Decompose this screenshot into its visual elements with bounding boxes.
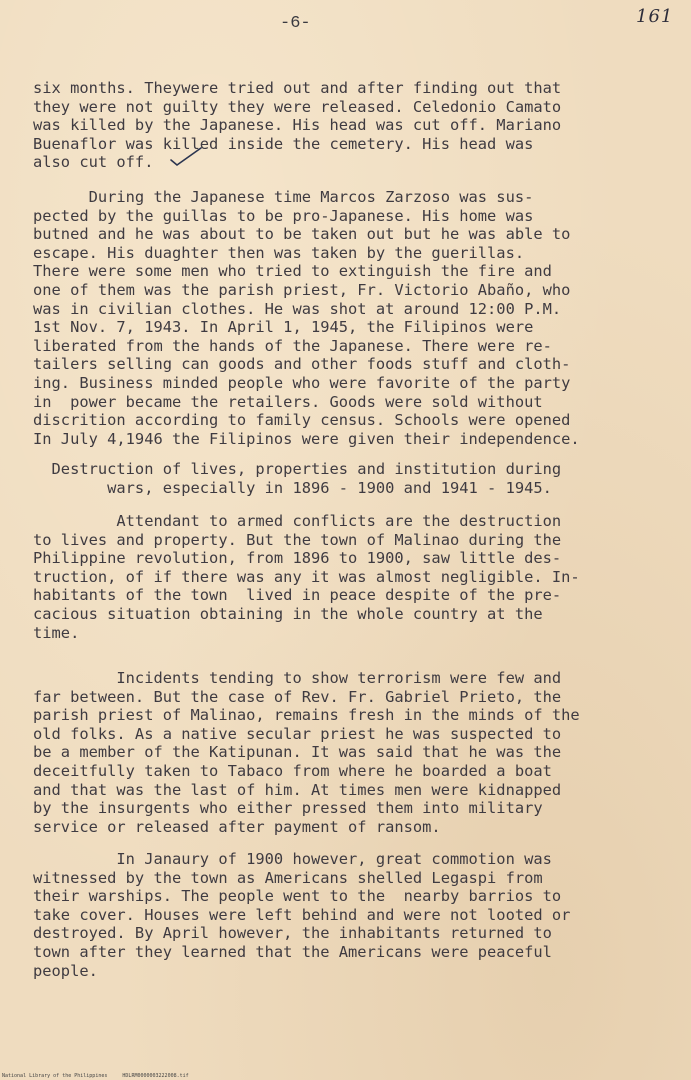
paragraph-4: Incidents tending to show terrorism were few and far between. But the case of Rev. Fr. Gabriel Prieto, the parish priest of Malinao, remains fresh in the minds of the old folks. As a native secular priest he was suspected to be a member of the Katipunan. It was said that he was the deceitfully taken to Tabaco from where he boarded a boat and that was the last of him. At times men were kidnapped by the insurgents who either pressed them into military service or released after payment of ransom. [33, 669, 580, 836]
paragraph-5: In Janaury of 1900 however, great commotion was witnessed by the town as Americans shelled Legaspi from their warships. The people went to the nearby barrios to take cover. Houses were left behind and were not looted or destroyed. By April however, the inhabitants returned to town after they learned that the Americans were peaceful people. [33, 850, 571, 980]
section-heading: Destruction of lives, properties and institution during wars, especially in 1896 - 1900 and 1941 - 1945. [51, 460, 562, 497]
paragraph-2: During the Japanese time Marcos Zarzoso was sus- pected by the guillas to be pro-Japanese. His home was butned and he was about to be taken out but he was able to escape. His duaghter then was taken by the guerillas. There were some men who tried to extinguish the fire and one of them was the parish priest, Fr. Victorio Abaño, who was in civilian clothes. He was shot at around 12:00 P.M. 1st Nov. 7, 1943. In April 1, 1945, the Filipinos were liberated from the hands of the Japanese. There were re- tailers selling can goods and other foods stuff and cloth- ing. Business minded people who were favorite of the party in power became the retailers. Goods were sold without discrition according to family census. Schools were opened In July 4,1946 the Filipinos were given their independence. [33, 188, 580, 448]
handwritten-page-number: 161 [636, 6, 674, 27]
archive-footer: National Library of the Philippines HDLRM0000003222008.tif [2, 1073, 189, 1079]
pen-check-mark-icon [168, 146, 204, 168]
page-number: -6- [280, 14, 311, 33]
paragraph-1: six months. Theywere tried out and after finding out that they were not guilty they were released. Celedonio Camato was killed by the Japanese. His head was cut off. Mariano Buenaflor was killed inside the cemetery. His head was also cut off. [33, 79, 562, 172]
paragraph-3: Attendant to armed conflicts are the destruction to lives and property. But the town of Malinao during the Philippine revolution, from 1896 to 1900, saw little des- truction, of if there was any it was almost negligible. In- habitants of the town lived in peace despite of the pre- cacious situation obtaining in the whole country at the time. [33, 512, 580, 642]
